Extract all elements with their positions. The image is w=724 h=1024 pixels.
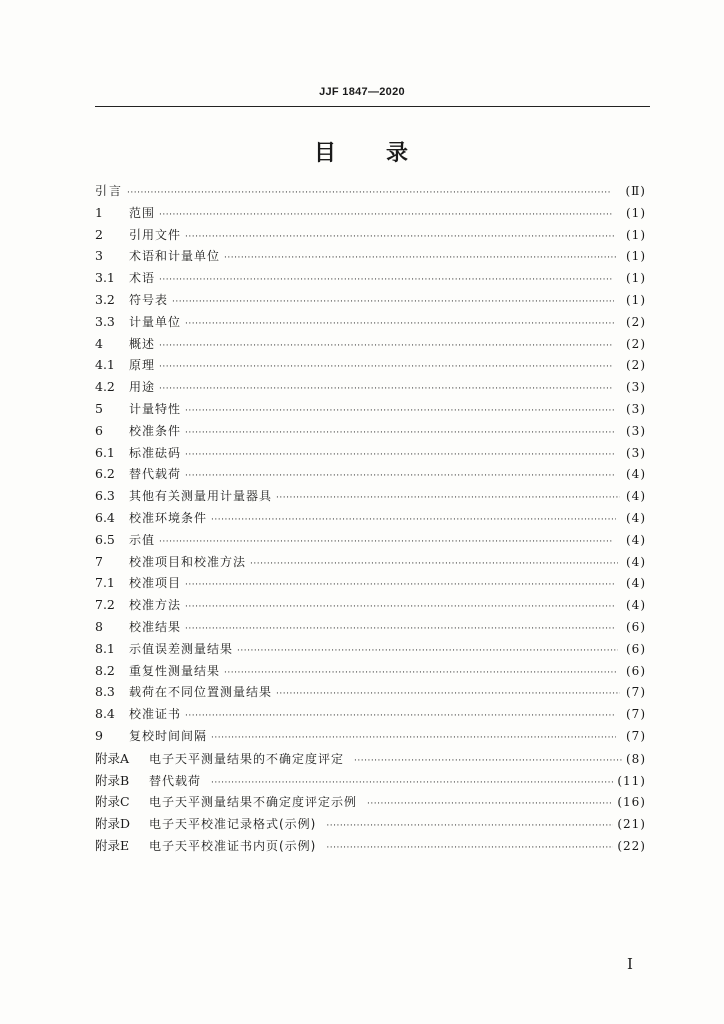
toc-entry-8[interactable] (95, 618, 646, 640)
toc-page: (2) (626, 314, 646, 329)
toc-page: (6) (626, 641, 646, 656)
toc-leader (326, 821, 613, 831)
toc-entry-6-2[interactable] (95, 465, 646, 487)
toc-number: 8.3 (95, 684, 115, 700)
toc-page: (2) (626, 358, 646, 373)
toc-number: 2 (95, 226, 103, 242)
toc-label: 电子天平测量结果的不确定度评定 (149, 751, 345, 766)
toc-label: 计量单位 (129, 314, 182, 329)
toc-page: (7) (626, 707, 646, 722)
toc-leader (185, 580, 614, 590)
toc-entry-6-1[interactable] (95, 444, 646, 466)
toc-number: 8 (95, 618, 103, 634)
title-char-2: 录 (386, 141, 411, 166)
toc-leader (185, 624, 614, 634)
toc-leader (185, 450, 614, 460)
toc-label: 校准项目和校准方法 (129, 554, 247, 569)
toc-number: 6.1 (95, 444, 115, 460)
toc-number: 8.4 (95, 706, 115, 722)
toc-leader (185, 428, 614, 438)
toc-page: (1) (626, 227, 646, 242)
toc-number: 7 (95, 553, 103, 569)
toc-label: 其他有关测量用计量器具 (129, 489, 273, 504)
toc-page: (3) (626, 401, 646, 416)
toc-label: 标准砝码 (129, 445, 182, 460)
toc-page: (21) (617, 817, 646, 832)
toc-label: 用途 (129, 380, 156, 395)
toc-page: (1) (626, 205, 646, 220)
toc-label: 复校时间间隔 (129, 728, 208, 743)
toc-label: 示值误差测量结果 (129, 641, 234, 656)
toc-number: 附录E (95, 837, 130, 853)
toc-page: (7) (626, 685, 646, 700)
toc-leader (367, 799, 613, 809)
toc-entry-6[interactable] (95, 422, 646, 444)
toc-page: (1) (626, 271, 646, 286)
toc-label: 引言 (95, 184, 124, 198)
toc-leader (250, 559, 618, 569)
toc-page: (4) (626, 554, 646, 569)
toc-entry-appendix-e[interactable] (95, 836, 646, 858)
toc-page: (4) (626, 532, 646, 547)
toc-page: (7) (626, 728, 646, 743)
toc-label: 符号表 (129, 292, 169, 307)
toc-label: 计量特性 (129, 401, 182, 416)
toc-leader (211, 778, 613, 788)
toc-leader (159, 537, 613, 547)
toc-leader (172, 297, 614, 307)
toc-leader (159, 341, 613, 351)
toc-number: 7.2 (95, 597, 115, 613)
toc-number: 附录B (95, 772, 130, 788)
toc-entry-preface[interactable] (95, 182, 646, 204)
toc-number: 附录D (95, 816, 131, 832)
toc-label: 电子天平校准证书内页(示例) (149, 838, 317, 853)
toc-label: 电子天平测量结果不确定度评定示例 (149, 795, 358, 810)
toc-page: (4) (626, 489, 646, 504)
toc-number: 8.2 (95, 662, 115, 678)
toc-page: (4) (626, 576, 646, 591)
toc-number: 6 (95, 422, 103, 438)
toc-entry-6-5[interactable] (95, 531, 646, 553)
toc-leader (185, 471, 614, 481)
toc-entry-3[interactable] (95, 247, 646, 269)
toc-entry-8-4[interactable] (95, 705, 646, 727)
toc-entry-5[interactable] (95, 400, 646, 422)
toc-number: 3 (95, 248, 103, 264)
toc-entry-9[interactable] (95, 727, 646, 749)
toc-leader (237, 646, 618, 656)
toc-entry-4[interactable] (95, 335, 646, 357)
toc-entry-6-4[interactable] (95, 509, 646, 531)
toc-leader (159, 384, 613, 394)
toc-leader (185, 602, 614, 612)
title-char-1: 目 (313, 141, 338, 166)
toc-label: 术语和计量单位 (129, 249, 221, 264)
toc-label: 示值 (129, 532, 156, 547)
toc-entry-8-2[interactable] (95, 662, 646, 684)
toc-page: (3) (626, 445, 646, 460)
page-header-standard-code: JJF 1847—2020 (319, 86, 405, 98)
toc-label: 术语 (129, 271, 156, 286)
toc-number: 3.1 (95, 270, 115, 286)
toc-number: 6.5 (95, 531, 115, 547)
toc-leader (185, 711, 614, 721)
toc-leader (185, 232, 614, 242)
toc-page: (1) (626, 292, 646, 307)
toc-page: (4) (626, 510, 646, 525)
toc-leader (224, 253, 617, 263)
toc-entry-7[interactable] (95, 553, 646, 575)
toc-leader (354, 756, 622, 766)
toc-number: 附录C (95, 794, 130, 810)
toc-page: (11) (617, 773, 646, 788)
toc-page: (4) (626, 598, 646, 613)
toc-label: 替代载荷 (129, 467, 182, 482)
toc-number: 6.3 (95, 488, 115, 504)
toc-number: 4.2 (95, 379, 115, 395)
toc-page: (8) (626, 751, 646, 766)
toc-number: 7.1 (95, 575, 115, 591)
toc-page: (3) (626, 423, 646, 438)
toc-leader (159, 210, 613, 220)
toc-leader (159, 275, 613, 285)
toc-entry-8-3[interactable] (95, 683, 646, 705)
toc-entry-4-2[interactable] (95, 378, 646, 400)
toc-number: 3.2 (95, 291, 115, 307)
toc-label: 引用文件 (129, 227, 182, 242)
toc-entry-3-1[interactable] (95, 269, 646, 291)
toc-number: 6.4 (95, 509, 115, 525)
page-title (0, 136, 724, 167)
toc-entry-4-1[interactable] (95, 356, 646, 378)
toc-leader (326, 843, 613, 853)
toc-leader (159, 362, 613, 372)
toc-page: (Ⅱ) (625, 184, 646, 198)
toc-page: (3) (626, 380, 646, 395)
toc-number: 5 (95, 400, 103, 416)
toc-entry-3-2[interactable] (95, 291, 646, 313)
toc-entry-6-3[interactable] (95, 487, 646, 509)
toc-label: 校准环境条件 (129, 510, 208, 525)
toc-entry-7-2[interactable] (95, 596, 646, 618)
toc-leader (224, 668, 617, 678)
toc-label: 替代载荷 (149, 773, 202, 788)
toc-label: 校准项目 (129, 576, 182, 591)
toc-entry-8-1[interactable] (95, 640, 646, 662)
toc-entry-appendix-d[interactable] (95, 814, 646, 836)
toc-leader (185, 406, 614, 416)
toc-page: (6) (626, 619, 646, 634)
toc-leader (276, 689, 620, 699)
toc-label: 校准证书 (129, 707, 182, 722)
toc-label: 原理 (129, 358, 156, 373)
toc-entry-7-1[interactable] (95, 574, 646, 596)
toc-label: 电子天平校准记录格式(示例) (149, 817, 317, 832)
page-number: I (627, 955, 633, 973)
toc-entry-appendix-a[interactable] (95, 749, 646, 771)
toc-label: 校准方法 (129, 598, 182, 613)
toc-label: 概述 (129, 336, 156, 351)
toc-label: 重复性测量结果 (129, 663, 221, 678)
toc-entry-appendix-c[interactable] (95, 792, 646, 814)
toc-leader (276, 493, 620, 503)
toc-leader (211, 733, 616, 743)
header-rule (95, 106, 650, 107)
toc-number: 4.1 (95, 357, 115, 373)
toc-leader (185, 319, 614, 329)
toc-number: 1 (95, 204, 103, 220)
toc-entry-appendix-b[interactable] (95, 771, 646, 793)
toc-page: (22) (617, 838, 646, 853)
toc-number: 附录A (95, 750, 130, 766)
toc-number: 9 (95, 727, 103, 743)
toc-number: 3.3 (95, 313, 115, 329)
toc-page: (6) (626, 663, 646, 678)
toc-page: (1) (626, 249, 646, 264)
toc-label: 范围 (129, 205, 156, 220)
toc-page: (4) (626, 467, 646, 482)
toc-entry-1[interactable] (95, 204, 646, 226)
toc-label: 校准条件 (129, 423, 182, 438)
toc-label: 载荷在不同位置测量结果 (129, 685, 273, 700)
toc-page: (2) (626, 336, 646, 351)
table-of-contents (95, 182, 646, 858)
toc-entry-3-3[interactable] (95, 313, 646, 335)
toc-number: 4 (95, 335, 103, 351)
toc-number: 6.2 (95, 466, 115, 482)
toc-number: 8.1 (95, 640, 115, 656)
toc-entry-2[interactable] (95, 226, 646, 248)
toc-leader (211, 515, 616, 525)
toc-label: 校准结果 (129, 619, 182, 634)
toc-page: (16) (617, 795, 646, 810)
toc-leader (127, 188, 611, 198)
